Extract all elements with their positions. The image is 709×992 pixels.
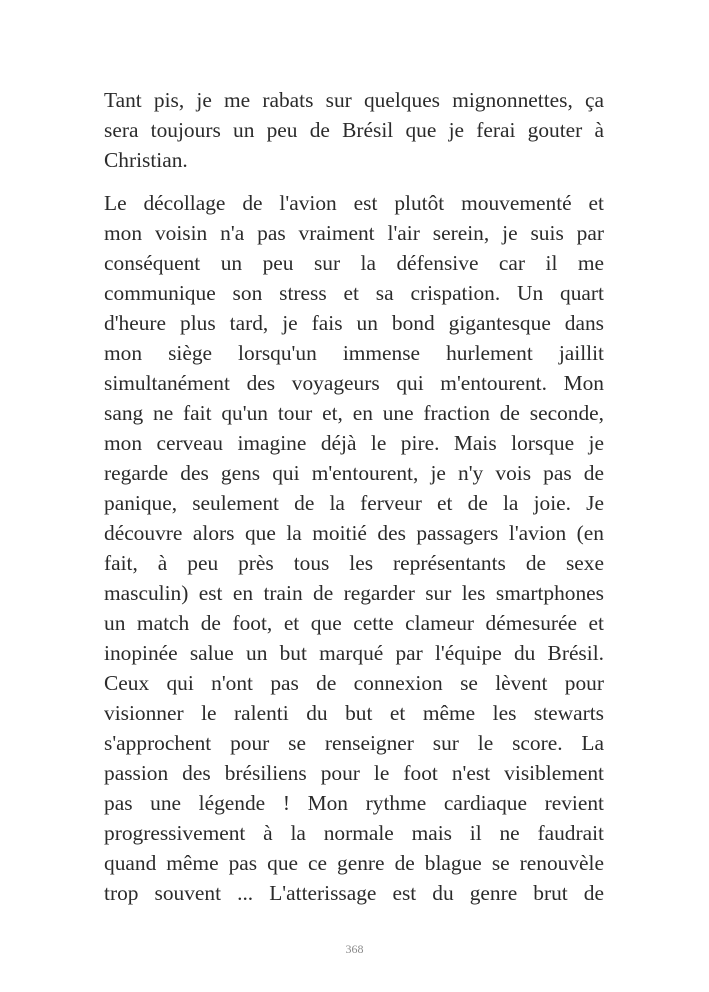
text-line: mon cerveau imagine déjà le pire. Mais lorsque je	[104, 431, 604, 455]
text-line: quand même pas que ce genre de blague se renouvèle	[104, 851, 604, 875]
text-line: communique son stress et sa crispation. Un quart	[104, 281, 604, 305]
text-line: d'heure plus tard, je fais un bond gigantesque dans	[104, 311, 604, 335]
text-line: simultanément des voyageurs qui m'entourent. Mon	[104, 371, 604, 395]
text-line: inopinée salue un but marqué par l'équipe du Brésil.	[104, 641, 604, 665]
paragraph-2	[104, 188, 604, 908]
text-line: fait, à peu près tous les représentants de sexe	[104, 551, 604, 575]
text-line: masculin) est en train de regarder sur les smartphones	[104, 581, 604, 605]
text-line: Ceux qui n'ont pas de connexion se lèvent pour	[104, 671, 604, 695]
text-line: regarde des gens qui m'entourent, je n'y vois pas de	[104, 461, 604, 485]
text-line: mon siège lorsqu'un immense hurlement jaillit	[104, 341, 604, 365]
text-line: progressivement à la normale mais il ne faudrait	[104, 821, 604, 845]
text-line: Le décollage de l'avion est plutôt mouvementé et	[104, 191, 604, 215]
text-line: un match de foot, et que cette clameur démesurée et	[104, 611, 604, 635]
text-line: sang ne fait qu'un tour et, en une fraction de seconde,	[104, 401, 604, 425]
text-line: panique, seulement de la ferveur et de la joie. Je	[104, 491, 604, 515]
page-number: 368	[345, 942, 364, 956]
text-line: visionner le ralenti du but et même les stewarts	[104, 701, 604, 725]
text-line: trop souvent ... L'atterissage est du genre brut de	[104, 881, 604, 905]
text-line: découvre alors que la moitié des passagers l'avion (en	[104, 521, 604, 545]
text-line: mon voisin n'a pas vraiment l'air serein, je suis par	[104, 221, 604, 245]
text-line: pas une légende ! Mon rythme cardiaque revient	[104, 791, 604, 815]
text-line: passion des brésiliens pour le foot n'est visiblement	[104, 761, 604, 785]
text-line: conséquent un peu sur la défensive car il me	[104, 251, 604, 275]
text-line: s'approchent pour se renseigner sur le score. La	[104, 731, 604, 755]
paragraph-1	[104, 85, 604, 175]
text-line: Christian.	[104, 148, 188, 172]
text-line: Tant pis, je me rabats sur quelques mignonnettes, ça	[104, 88, 604, 112]
text-line: sera toujours un peu de Brésil que je ferai gouter à	[104, 118, 604, 142]
